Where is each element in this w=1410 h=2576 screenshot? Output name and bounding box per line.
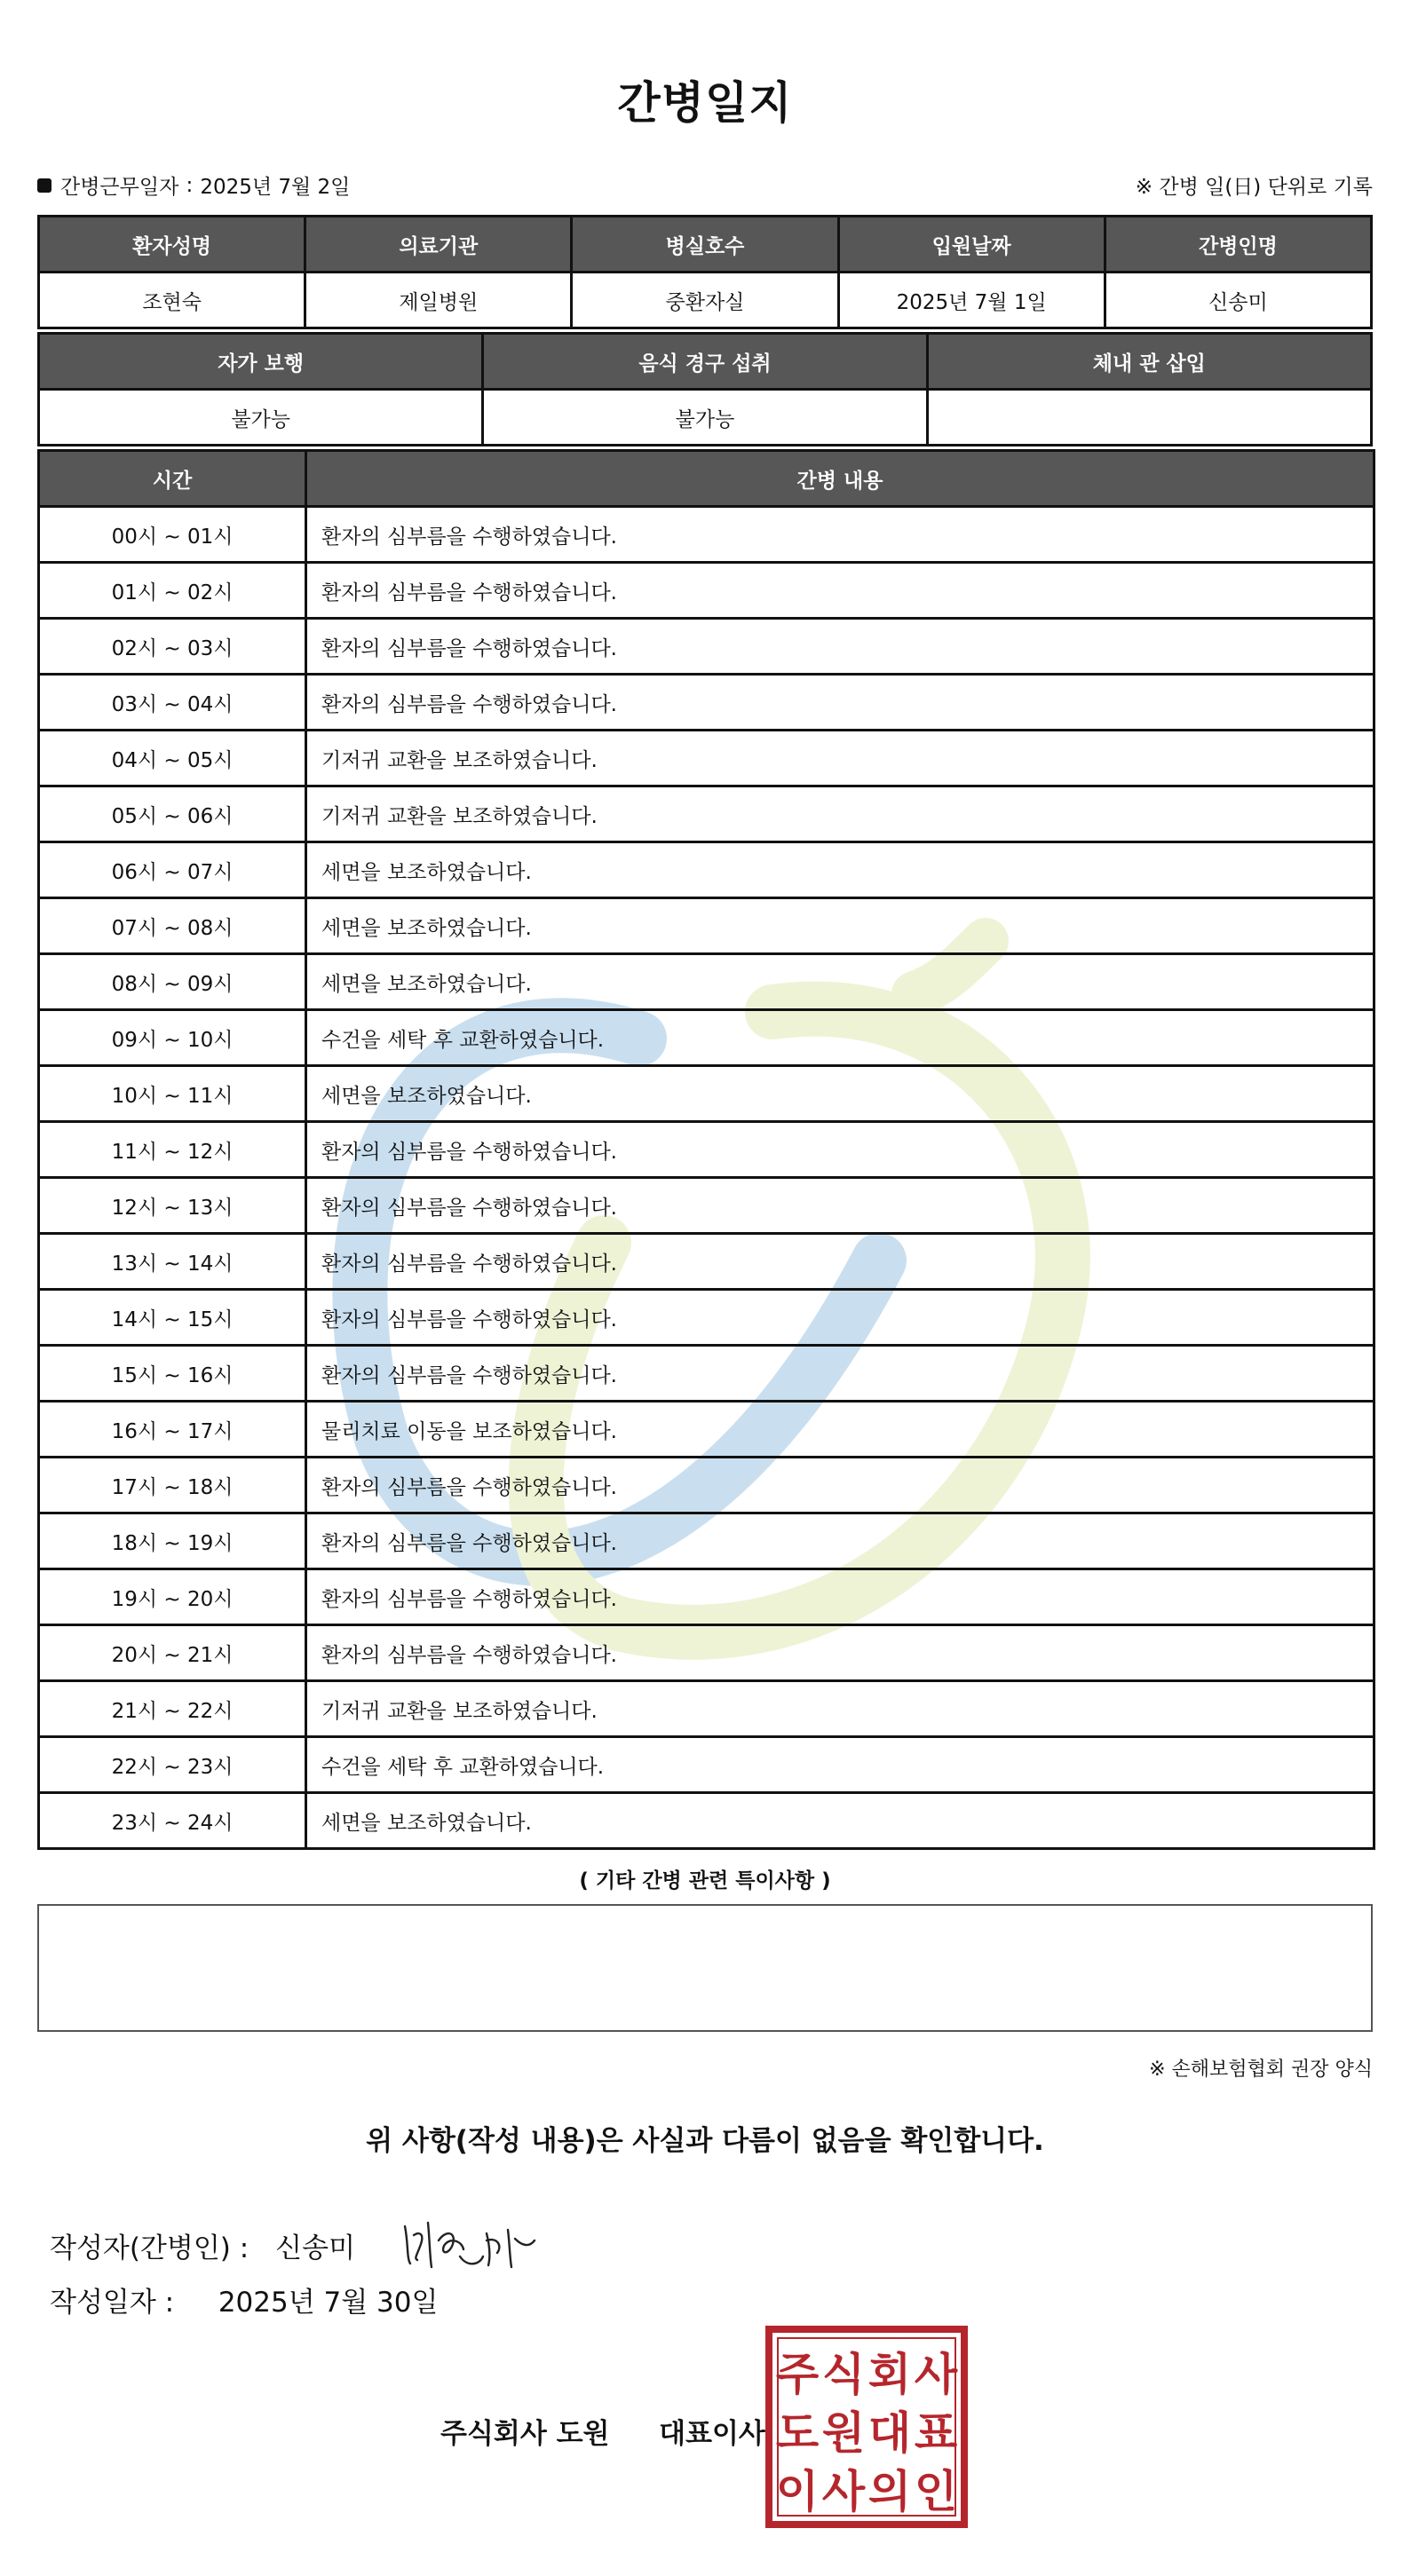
care-log-row [39, 563, 1374, 619]
seal-glyph: 표 [914, 2407, 958, 2459]
care-log-time: 03시 ~ 04시 [39, 675, 306, 731]
writer-line [50, 2214, 540, 2276]
writer-label: 작성자(간병인) : [50, 2232, 250, 2264]
header-tube-insertion: 체내 관 삽입 [927, 334, 1371, 390]
company-seal [765, 2326, 968, 2528]
seal-glyph: 의 [867, 2466, 912, 2517]
seal-glyph: 주 [775, 2349, 820, 2400]
care-log-time: 21시 ~ 22시 [39, 1681, 306, 1737]
caregiver-name: 신송미 [1105, 273, 1371, 328]
care-log-body [39, 507, 1374, 1849]
care-log-row [39, 1793, 1374, 1849]
seal-glyph: 이 [775, 2466, 820, 2517]
page-title: 간병일지 [617, 77, 793, 129]
care-log-row [39, 1010, 1374, 1066]
meta-row [37, 170, 1373, 202]
care-log-row [39, 1513, 1374, 1569]
care-log-content: 환자의 심부름을 수행하였습니다. [306, 1178, 1374, 1234]
care-log-row [39, 1066, 1374, 1122]
written-date-line [50, 2280, 438, 2319]
care-log-time: 14시 ~ 15시 [39, 1290, 306, 1346]
care-log-content: 환자의 심부름을 수행하였습니다. [306, 507, 1374, 563]
seal-glyph: 원 [821, 2407, 866, 2459]
care-log-content: 물리치료 이동을 보조하였습니다. [306, 1402, 1374, 1458]
care-log-time: 10시 ~ 11시 [39, 1066, 306, 1122]
written-date-value: 2025년 7월 30일 [218, 2287, 439, 2319]
form-footnote: ※ 손해보험협회 권장 양식 [1149, 2058, 1373, 2081]
care-log-row [39, 731, 1374, 786]
handwritten-signature [398, 2214, 540, 2276]
remarks-box [37, 1904, 1373, 2032]
care-log-content: 환자의 심부름을 수행하였습니다. [306, 675, 1374, 731]
care-log-content: 세면을 보조하였습니다. [306, 954, 1374, 1010]
care-log-time: 08시 ~ 09시 [39, 954, 306, 1010]
header-patient-name: 환자성명 [39, 217, 305, 273]
patient-status-value-row [39, 390, 1372, 446]
care-log-time: 16시 ~ 17시 [39, 1402, 306, 1458]
care-log-row [39, 619, 1374, 675]
care-log-time: 15시 ~ 16시 [39, 1346, 306, 1402]
care-log-row [39, 1737, 1374, 1793]
work-date-label: 간병근무일자 [60, 176, 179, 199]
header-care-content: 간병 내용 [306, 451, 1374, 507]
remarks-label: ( 기타 간병 관련 특이사항 ) [579, 1869, 831, 1892]
header-caregiver-name: 간병인명 [1105, 217, 1371, 273]
care-log-row [39, 1569, 1374, 1625]
header-oral-intake: 음식 경구 섭취 [483, 334, 927, 390]
care-log-content: 세면을 보조하였습니다. [306, 898, 1374, 954]
care-log-time: 23시 ~ 24시 [39, 1793, 306, 1849]
care-log-content: 환자의 심부름을 수행하였습니다. [306, 1234, 1374, 1290]
patient-info-header-row [39, 217, 1372, 273]
care-log-time: 17시 ~ 18시 [39, 1458, 306, 1513]
care-log-row [39, 786, 1374, 842]
care-log-time: 02시 ~ 03시 [39, 619, 306, 675]
care-log-time: 22시 ~ 23시 [39, 1737, 306, 1793]
care-log-content: 환자의 심부름을 수행하였습니다. [306, 1458, 1374, 1513]
header-hospital: 의료기관 [305, 217, 572, 273]
care-log-content: 환자의 심부름을 수행하였습니다. [306, 1569, 1374, 1625]
header-room: 병실호수 [572, 217, 838, 273]
care-log-content: 환자의 심부름을 수행하였습니다. [306, 1122, 1374, 1178]
company-name: 주식회사 도원 [440, 2418, 610, 2450]
header-self-walking: 자가 보행 [39, 334, 483, 390]
work-date-value: 2025년 7월 2일 [200, 176, 351, 199]
seal-glyph: 도 [775, 2407, 820, 2459]
seal-glyph: 대 [867, 2407, 912, 2459]
care-log-content: 수건을 세탁 후 교환하였습니다. [306, 1010, 1374, 1066]
care-log-row [39, 1402, 1374, 1458]
care-log-row [39, 1346, 1374, 1402]
care-log-row [39, 1122, 1374, 1178]
square-bullet-icon [37, 178, 51, 193]
care-log-content: 환자의 심부름을 수행하였습니다. [306, 1625, 1374, 1681]
care-log-row [39, 1178, 1374, 1234]
work-date [37, 170, 350, 200]
care-log-content: 환자의 심부름을 수행하였습니다. [306, 1290, 1374, 1346]
patient-status-header-row [39, 334, 1372, 390]
care-log-time: 07시 ~ 08시 [39, 898, 306, 954]
care-log-header-row [39, 451, 1374, 507]
care-log-time: 01시 ~ 02시 [39, 563, 306, 619]
self-walking: 불가능 [39, 390, 483, 446]
care-log-time: 09시 ~ 10시 [39, 1010, 306, 1066]
care-log-content: 기저귀 교환을 보조하였습니다. [306, 1681, 1374, 1737]
admission-date: 2025년 7월 1일 [838, 273, 1105, 328]
care-log-content: 세면을 보조하였습니다. [306, 842, 1374, 898]
unit-note: ※ 간병 일(日) 단위로 기록 [1135, 176, 1373, 199]
seal-glyph: 사 [914, 2349, 958, 2400]
company-title: 대표이사 [659, 2418, 765, 2450]
header-admission-date: 입원날짜 [838, 217, 1105, 273]
writer-name: 신송미 [275, 2232, 356, 2264]
patient-status-table [37, 332, 1373, 446]
tube-insertion [927, 390, 1371, 446]
care-log-time: 13시 ~ 14시 [39, 1234, 306, 1290]
care-log-time: 11시 ~ 12시 [39, 1122, 306, 1178]
confirmation-statement: 위 사항(작성 내용)은 사실과 다름이 없음을 확인합니다. [366, 2125, 1044, 2157]
care-log-content: 세면을 보조하였습니다. [306, 1793, 1374, 1849]
care-log-row [39, 1458, 1374, 1513]
patient-info-value-row [39, 273, 1372, 328]
oral-intake: 불가능 [483, 390, 927, 446]
care-log-time: 19시 ~ 20시 [39, 1569, 306, 1625]
written-date-label: 작성일자 : [50, 2287, 175, 2319]
company-line [440, 2411, 765, 2451]
seal-glyph: 사 [821, 2466, 866, 2517]
seal-glyph: 인 [914, 2466, 958, 2517]
care-log-content: 환자의 심부름을 수행하였습니다. [306, 563, 1374, 619]
care-log-time: 00시 ~ 01시 [39, 507, 306, 563]
patient-info-table [37, 215, 1373, 329]
care-log-content: 환자의 심부름을 수행하였습니다. [306, 1513, 1374, 1569]
care-log-time: 12시 ~ 13시 [39, 1178, 306, 1234]
header-time: 시간 [39, 451, 306, 507]
care-log-row [39, 1290, 1374, 1346]
care-log-content: 세면을 보조하였습니다. [306, 1066, 1374, 1122]
work-date-separator: : [186, 173, 194, 197]
care-log-row [39, 842, 1374, 898]
care-log-table [37, 449, 1375, 1850]
care-log-content: 기저귀 교환을 보조하였습니다. [306, 786, 1374, 842]
care-log-content: 환자의 심부름을 수행하였습니다. [306, 1346, 1374, 1402]
care-log-row [39, 1234, 1374, 1290]
care-log-time: 06시 ~ 07시 [39, 842, 306, 898]
care-log-row [39, 1681, 1374, 1737]
seal-glyph: 식 [821, 2349, 866, 2400]
care-log-row [39, 507, 1374, 563]
care-log-time: 18시 ~ 19시 [39, 1513, 306, 1569]
care-log-content: 환자의 심부름을 수행하였습니다. [306, 619, 1374, 675]
care-log-content: 수건을 세탁 후 교환하였습니다. [306, 1737, 1374, 1793]
care-log-row [39, 954, 1374, 1010]
care-log-content: 기저귀 교환을 보조하였습니다. [306, 731, 1374, 786]
room: 중환자실 [572, 273, 838, 328]
hospital: 제일병원 [305, 273, 572, 328]
care-log-row [39, 1625, 1374, 1681]
seal-glyph: 회 [867, 2349, 912, 2400]
care-log-time: 20시 ~ 21시 [39, 1625, 306, 1681]
care-log-time: 04시 ~ 05시 [39, 731, 306, 786]
care-log-row [39, 675, 1374, 731]
care-log-row [39, 898, 1374, 954]
patient-name: 조현숙 [39, 273, 305, 328]
care-log-time: 05시 ~ 06시 [39, 786, 306, 842]
